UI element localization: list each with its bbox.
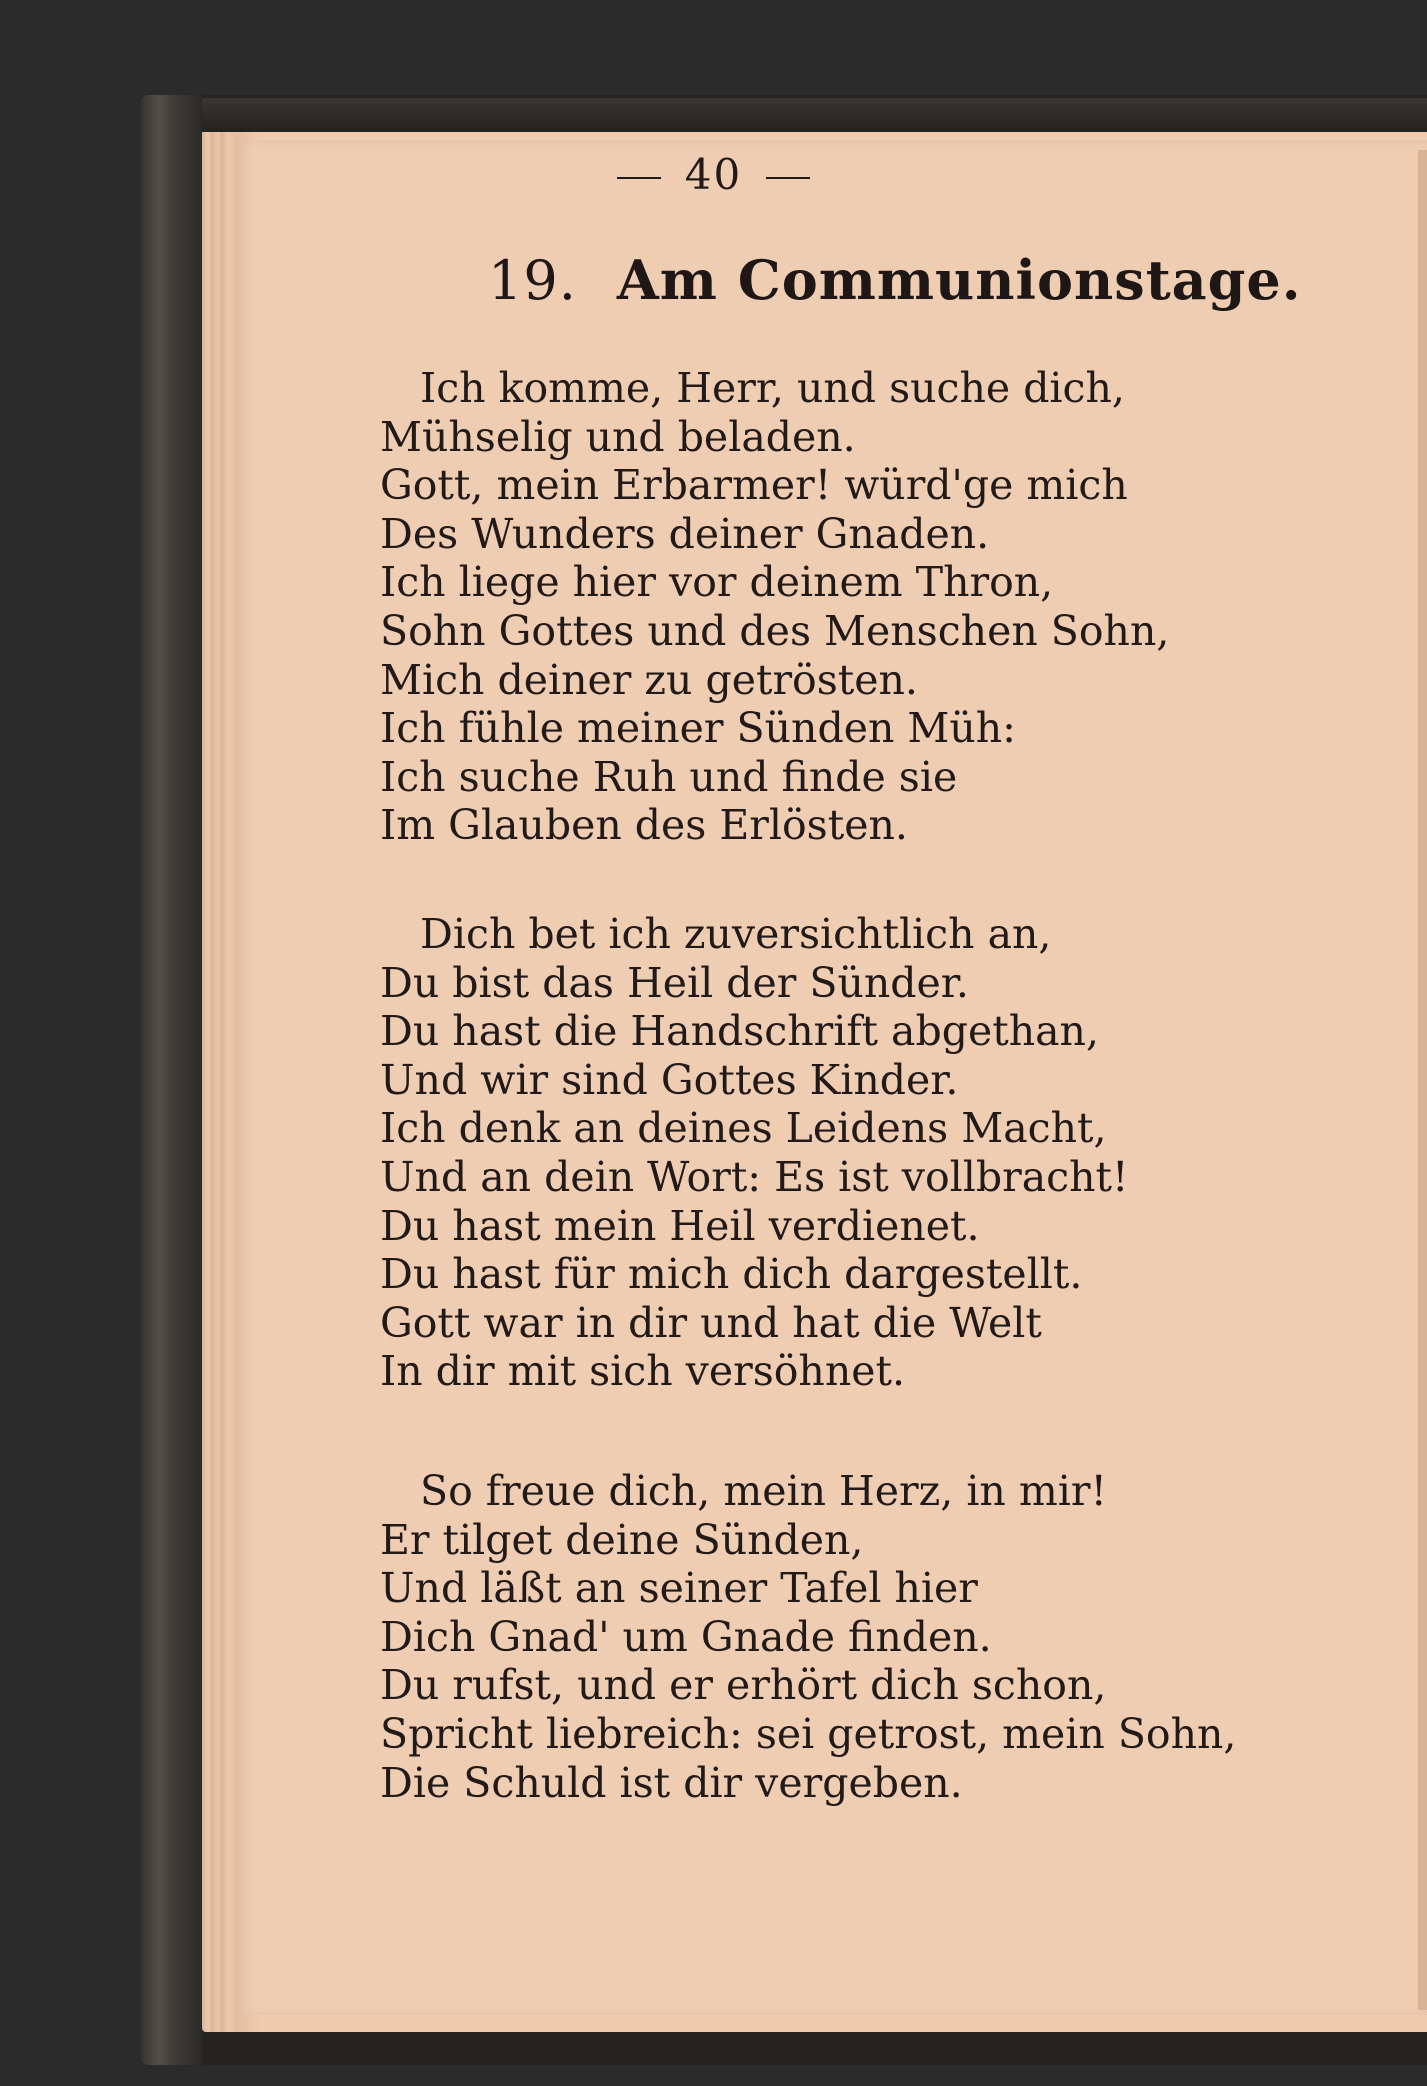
stanza-2-line-1: Dich bet ich zuversichtlich an,: [420, 910, 1052, 958]
stanza-1-line-3: Gott, mein Erbarmer! würd'ge mich: [380, 461, 1128, 510]
stanza-3-line-1: So freue dich, mein Herz, in mir!: [420, 1467, 1107, 1515]
stanza-3-line-4: Dich Gnad' um Gnade finden.: [380, 1612, 992, 1661]
stanza-2-line-4: Und wir sind Gottes Kinder.: [380, 1055, 959, 1104]
stanza-2-line-7: Du hast mein Heil verdienet.: [380, 1201, 980, 1250]
stanza-3-line-7: Die Schuld ist dir vergeben.: [380, 1758, 963, 1807]
stanza-2-line-6: Und an dein Wort: Es ist vollbracht!: [380, 1152, 1129, 1201]
stanza-3-line-5: Du rufst, und er erhört dich schon,: [380, 1661, 1107, 1710]
page-number: [0, 150, 1427, 199]
stanza-1-line-6: Sohn Gottes und des Menschen Sohn,: [380, 606, 1170, 655]
stanza-1-line-7: Mich deiner zu getrösten.: [380, 655, 918, 704]
stanza-1-line-4: Des Wunders deiner Gnaden.: [380, 509, 990, 558]
poem-title: [488, 248, 1302, 312]
stanza-1-line-9: Ich suche Ruh und finde sie: [380, 752, 958, 801]
stanza-3-line-6: Spricht liebreich: sei getrost, mein Sohn,: [380, 1709, 1237, 1758]
poem-title-text: Am Communionstage.: [616, 248, 1302, 312]
stanza-1-line-10: Im Glauben des Erlösten.: [380, 801, 908, 850]
stanza-2: [380, 910, 1380, 1396]
stanza-3: [380, 1467, 1380, 1807]
stanza-1-line-2: Mühselig und beladen.: [380, 412, 856, 461]
stanza-2-line-8: Du hast für mich dich dargestellt.: [380, 1250, 1083, 1299]
poem-number: 19.: [488, 249, 577, 312]
page-number-dash-right: [766, 177, 810, 179]
stanza-1-line-1: Ich komme, Herr, und suche dich,: [420, 364, 1125, 412]
stanza-2-line-2: Du bist das Heil der Sünder.: [380, 958, 969, 1007]
stanza-1-line-8: Ich fühle meiner Sünden Müh:: [380, 704, 1017, 753]
stanza-2-line-9: Gott war in dir und hat die Welt: [380, 1298, 1042, 1347]
stanza-1: [380, 364, 1380, 850]
stanza-2-line-5: Ich denk an deines Leidens Macht,: [380, 1104, 1107, 1153]
stanza-2-line-10: In dir mit sich versöhnet.: [380, 1347, 906, 1396]
page-number-dash-left: [617, 177, 661, 179]
stanza-1-line-5: Ich liege hier vor deinem Thron,: [380, 558, 1054, 607]
stanza-3-line-3: Und läßt an seiner Tafel hier: [380, 1564, 978, 1613]
page-number-value: 40: [684, 150, 743, 199]
page-right-edge: [1418, 150, 1427, 2010]
stanza-2-line-3: Du hast die Handschrift abgethan,: [380, 1007, 1099, 1056]
book-spine: [140, 95, 202, 2065]
stanza-3-line-2: Er tilget deine Sünden,: [380, 1515, 864, 1564]
